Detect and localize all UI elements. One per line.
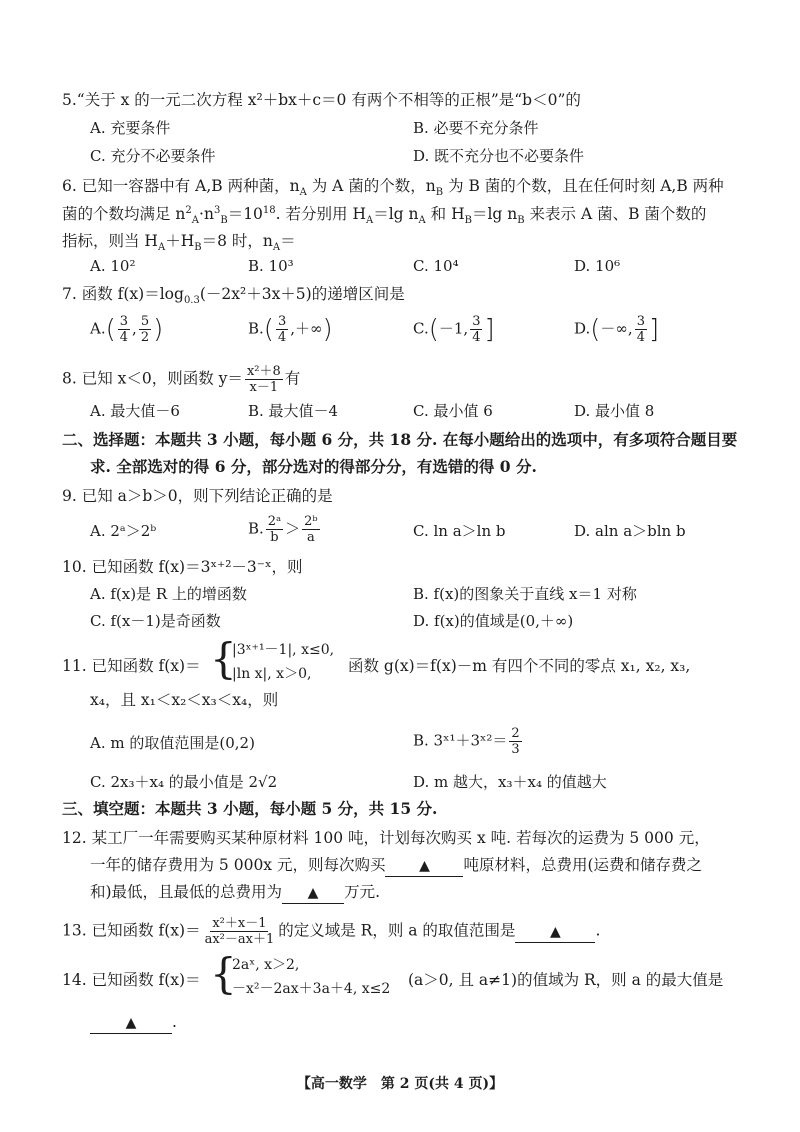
q13-stem: 13. 已知函数 f(x)＝ $\frac{\text{x²＋x－1}}{\text{ax²－ax＋1}}$ 的定义域是 R，则 a 的取值范围是 ▲ . bbox=[62, 916, 601, 947]
q6-option-b: B. 10³ bbox=[248, 257, 294, 275]
q11-brace: { bbox=[210, 634, 237, 683]
q7-option-b: B.( $\frac{3}{4}$ ,＋∞) bbox=[248, 314, 333, 345]
q11-stem-a: 11. 已知函数 f(x)＝ bbox=[62, 657, 201, 675]
q12-line3: 和)最低，且最低的总费用为 ▲ 万元. bbox=[90, 882, 380, 904]
q8-option-b: B. 最大值－4 bbox=[248, 402, 339, 420]
q8-option-c: C. 最小值 6 bbox=[413, 402, 493, 420]
q14-stem-a: 14. 已知函数 f(x)＝ bbox=[62, 971, 201, 989]
q11-option-c: C. 2x₃＋x₄ 的最小值是 2√2 bbox=[90, 773, 278, 791]
q10-option-d: D. f(x)的值域是(0,＋∞) bbox=[413, 612, 574, 630]
q12-line2: 一年的储存费用为 5 000x 元，则每次购买 ▲ 吨原材料，总费用(运费和储存费之 bbox=[90, 855, 702, 877]
q6-line3: 指标，则当 $H_A+H_B=8$ 时，$n_A=$ bbox=[62, 232, 296, 254]
q11-stem-b: 函数 g(x)＝f(x)－m 有四个不同的零点 x₁, x₂, x₃, bbox=[348, 657, 691, 675]
q10-option-b: B. f(x)的图象关于直线 x＝1 对称 bbox=[413, 585, 637, 603]
q9-option-b: B. $\frac{\text{2ᵃ}}{b}$ ＞ $\frac{\text{2ᵇ}}{a}$ bbox=[248, 514, 318, 545]
section-2-heading: 二、选择题：本题共 3 小题，每小题 6 分，共 18 分. 在每小题给出的选项中，有多项符合题目要 bbox=[62, 430, 738, 449]
q11-piece-1: |3ˣ⁺¹－1|, x≤0, bbox=[232, 642, 335, 658]
q10-option-c: C. f(x－1)是奇函数 bbox=[90, 612, 221, 630]
q14-line2: ▲ . bbox=[90, 1012, 177, 1034]
q12-answer-blank-2[interactable]: ▲ bbox=[282, 882, 344, 904]
q6-option-c: C. 10⁴ bbox=[413, 257, 459, 275]
q7-option-c: C.(－1, $\frac{3}{4}$ ] bbox=[413, 314, 495, 345]
q14-stem-b: (a＞0, 且 a≠1)的值域为 R，则 a 的最大值是 bbox=[408, 971, 724, 989]
q8-option-d: D. 最小值 8 bbox=[574, 402, 655, 420]
q11-option-b: B. 3ˣ¹＋3ˣ²＝ $\frac{2}{3}$ bbox=[413, 726, 520, 757]
q11-piece-2: |ln x|, x＞0, bbox=[232, 666, 312, 682]
q14-piece-1: 2aˣ, x＞2, bbox=[232, 957, 300, 973]
q9-stem: 9. 已知 a＞b＞0，则下列结论正确的是 bbox=[62, 487, 333, 505]
q6-option-a: A. 10² bbox=[90, 257, 136, 275]
q12-line1: 12. 某工厂一年需要购买某种原材料 100 吨，计划每次购买 x 吨. 若每次的运费为 5 000 元， bbox=[62, 829, 710, 847]
q6-line1: 6. 已知一容器中有 A,B 两种菌，$n_A$ 为 A 菌的个数，$n_B$ 为 B 菌的个数，且在任何时刻 A,B 两种 bbox=[62, 177, 724, 199]
q9-option-a: A. 2ᵃ＞2ᵇ bbox=[90, 522, 157, 540]
page-footer: 【高一数学 第 2 页(共 4 页)】 bbox=[296, 1076, 504, 1092]
q8-stem: 8. 已知 x＜0，则函数 y＝ $\frac{\text{x²＋8}}{x-1}$ 有 bbox=[62, 364, 301, 395]
q11-option-d: D. m 越大，x₃＋x₄ 的值越大 bbox=[413, 773, 607, 791]
q14-answer-blank[interactable]: ▲ bbox=[90, 1012, 172, 1034]
q5-option-a: A. 充要条件 bbox=[90, 119, 171, 137]
q8-option-a: A. 最大值－6 bbox=[90, 402, 180, 420]
q14-piece-2: －x²－2ax＋3a＋4, x≤2 bbox=[232, 981, 391, 997]
section-3-heading: 三、填空题：本题共 3 小题，每小题 5 分，共 15 分. bbox=[62, 799, 438, 818]
q7-stem: 7. 函数 $f(x)=\log_{0.3}(-2x^2+3x+5)$的递增区间是 bbox=[62, 285, 405, 307]
q9-option-d: D. aln a＞bln b bbox=[574, 522, 686, 540]
q14-brace: { bbox=[210, 949, 237, 998]
q5-option-d: D. 既不充分也不必要条件 bbox=[413, 147, 585, 165]
q11-option-a: A. m 的取值范围是(0,2) bbox=[90, 734, 255, 752]
q5-option-c: C. 充分不必要条件 bbox=[90, 147, 216, 165]
q9-option-c: C. ln a＞ln b bbox=[413, 522, 506, 540]
q12-answer-blank-1[interactable]: ▲ bbox=[385, 855, 463, 877]
q5-option-b: B. 必要不充分条件 bbox=[413, 119, 539, 137]
q7-option-a: A.( $\frac{3}{4}$ , $\frac{5}{2}$ ) bbox=[90, 314, 164, 345]
q7-option-d: D.(－∞, $\frac{3}{4}$ ] bbox=[574, 314, 660, 345]
q13-answer-blank[interactable]: ▲ bbox=[515, 921, 595, 943]
q10-stem: 10. 已知函数 f(x)＝3ˣ⁺²－3⁻ˣ，则 bbox=[62, 558, 303, 576]
section-2-heading-cont: 求. 全部选对的得 6 分，部分选对的得部分分，有选错的得 0 分. bbox=[90, 457, 537, 476]
q10-option-a: A. f(x)是 R 上的增函数 bbox=[90, 585, 247, 603]
q6-option-d: D. 10⁶ bbox=[574, 257, 621, 275]
q5-stem: 5.“关于 x 的一元二次方程 x²＋bx＋c＝0 有两个不相等的正根”是“b＜0”的 bbox=[62, 91, 581, 109]
q6-line2: 菌的个数均满足 $n^2_A\cdot n^3_B=10^{18}$. 若分别用 $H_A=\lg$ $n_A$ 和 $H_B=\lg$ $n_B$ 来表示 A 菌、B 菌个数的 bbox=[62, 204, 707, 227]
q11-line2: x₄，且 x₁＜x₂＜x₃＜x₄，则 bbox=[90, 691, 279, 709]
